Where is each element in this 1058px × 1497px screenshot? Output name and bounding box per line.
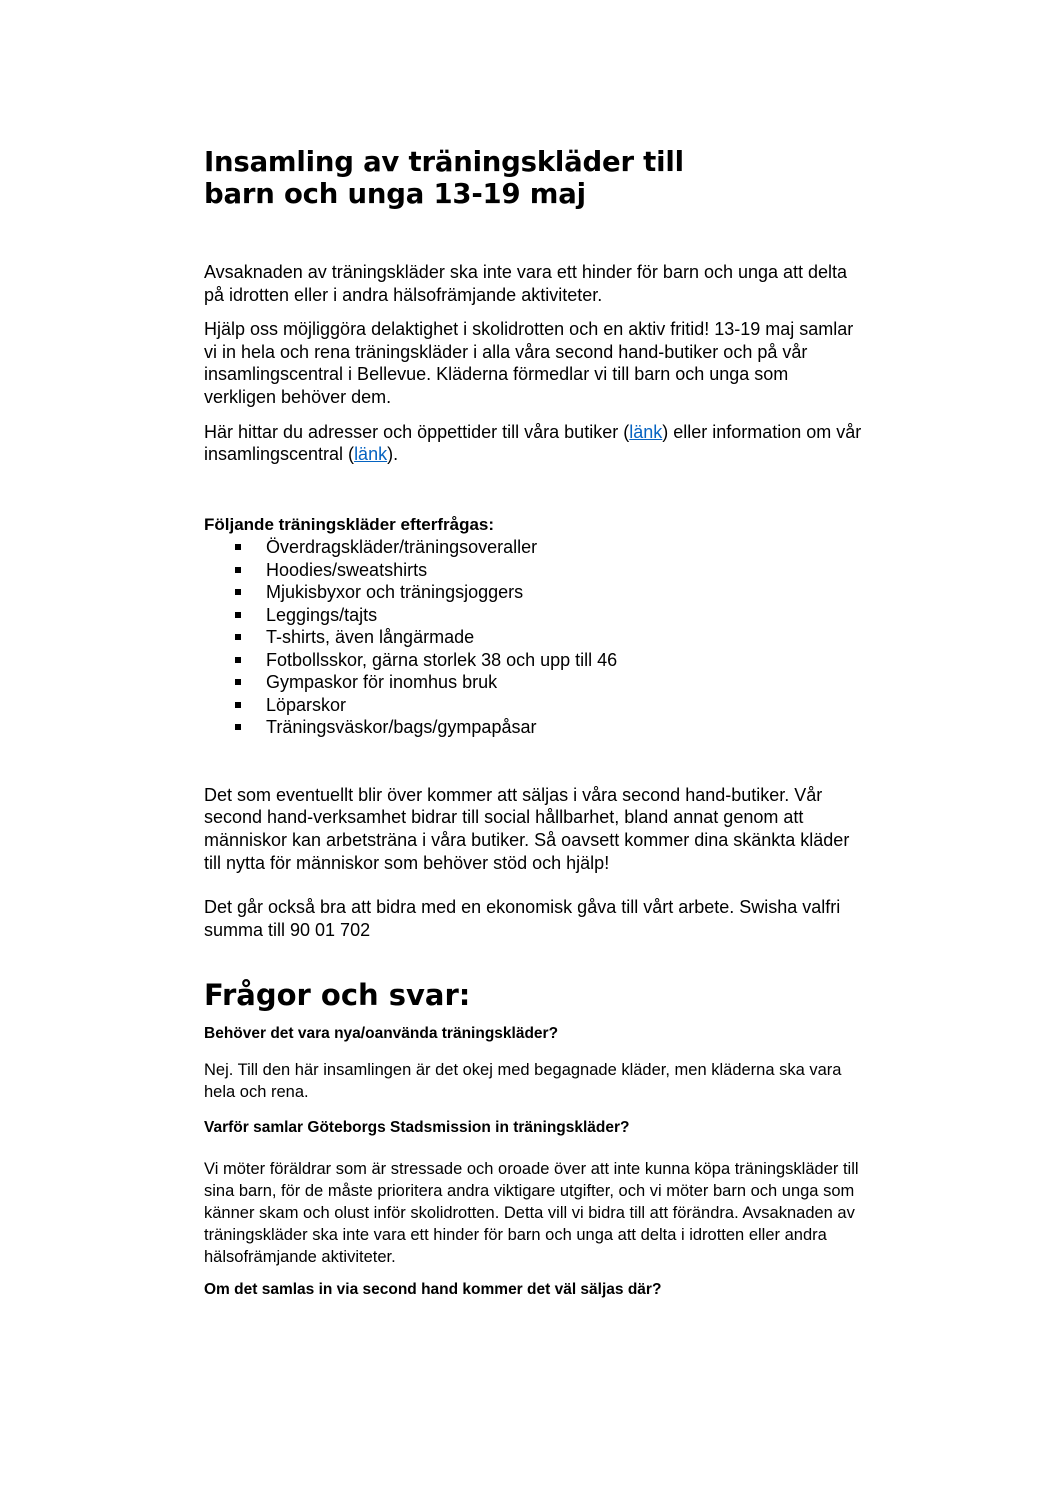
- square-bullet-icon: [235, 634, 241, 640]
- list-item-label: Löparskor: [266, 694, 347, 715]
- square-bullet-icon: [235, 544, 241, 550]
- list-item-label: Mjukisbyxor och träningsjoggers: [266, 582, 524, 603]
- after-paragraph-2: Det går också bra att bidra med en ekonomisk gåva till vårt arbete. Swisha valfri summa till 90 01 702: [204, 897, 841, 940]
- collection-central-link[interactable]: länk: [354, 444, 388, 465]
- faq-question-2: Varför samlar Göteborgs Stadsmission in träningskläder?: [204, 1119, 630, 1137]
- list-item: [204, 626, 864, 649]
- intro-paragraph-1: Avsaknaden av träningskläder ska inte vara ett hinder för barn och unga att delta på idrotten eller i andra hälsofrämjande aktiviteter.: [204, 262, 848, 305]
- square-bullet-icon: [235, 589, 241, 595]
- list-item: [204, 649, 864, 672]
- list-item: [204, 604, 864, 627]
- list-item-label: Fotbollsskor, gärna storlek 38 och upp till 46: [266, 649, 618, 670]
- intro-paragraph-3-text-c: ).: [387, 444, 399, 465]
- square-bullet-icon: [235, 702, 241, 708]
- list-item-label: Gympaskor för inomhus bruk: [266, 672, 498, 693]
- list-item-label: Träningsväskor/bags/gympapåsar: [266, 717, 537, 738]
- document-content: [204, 146, 864, 1300]
- square-bullet-icon: [235, 612, 241, 618]
- list-item: [204, 559, 864, 582]
- page-title: [204, 146, 864, 210]
- list-item-label: Leggings/tajts: [266, 604, 378, 625]
- square-bullet-icon: [235, 724, 241, 730]
- list-item-label: Överdragskläder/träningsoveraller: [266, 537, 538, 558]
- intro-paragraph-3-text-b: ) eller information om vår insamlingscentral (: [204, 421, 862, 465]
- faq-question-3: Om det samlas in via second hand kommer det väl säljas där?: [204, 1281, 662, 1299]
- faq-heading: Frågor och svar:: [204, 978, 471, 1013]
- requested-items-list: [204, 536, 864, 739]
- stores-link[interactable]: länk: [629, 421, 663, 442]
- list-item: [204, 716, 864, 739]
- square-bullet-icon: [235, 679, 241, 685]
- square-bullet-icon: [235, 657, 241, 663]
- faq-answer-1: Nej. Till den här insamlingen är det okej med begagnade kläder, men kläderna ska vara hela och rena.: [204, 1061, 842, 1102]
- page-title-line-1: Insamling av träningskläder till: [204, 146, 684, 178]
- list-item-label: Hoodies/sweatshirts: [266, 559, 428, 580]
- list-item: [204, 581, 864, 604]
- intro-paragraph-3-text-a: Här hittar du adresser och öppettider till våra butiker (: [204, 421, 630, 442]
- list-item: [204, 694, 864, 717]
- faq-answer-2: Vi möter föräldrar som är stressade och oroade över att inte kunna köpa träningskläder till sina barn, för de måste prioritera andra viktigare utgifter, och vi möter barn och unga som känner skam och olust inför skolidrotten. Detta vill vi bidra till att förändra. Avsaknaden av träningskläder ska inte vara ett hinder för barn och unga att delta i idrotten eller andra hälsofrämjande aktiviteter.: [204, 1160, 859, 1267]
- intro-paragraph-2: Hjälp oss möjliggöra delaktighet i skolidrotten och en aktiv fritid! 13-19 maj samlar vi in hela och rena träningskläder i alla våra second hand-butiker och på vår insamlingscentral i Bellevue. Kläderna förmedlar vi till barn och unga som verkligen behöver dem.: [204, 319, 854, 407]
- list-item: [204, 671, 864, 694]
- list-item: [204, 536, 864, 559]
- faq-question-1: Behöver det vara nya/oanvända träningskläder?: [204, 1025, 559, 1043]
- page-title-line-2: barn och unga 13-19 maj: [204, 178, 586, 210]
- list-item-label: T-shirts, även långärmade: [266, 627, 475, 648]
- list-heading: Följande träningskläder efterfrågas:: [204, 514, 495, 534]
- after-paragraph-1: Det som eventuellt blir över kommer att säljas i våra second hand-butiker. Vår second hand-verksamhet bidrar till social hållbarhet, bland annat genom att människor kan arbetsträna i våra butiker. Så oavsett kommer dina skänkta kläder till nytta för människor som behöver stöd och hjälp!: [204, 784, 850, 873]
- intro-paragraph-3: [204, 421, 864, 466]
- square-bullet-icon: [235, 567, 241, 573]
